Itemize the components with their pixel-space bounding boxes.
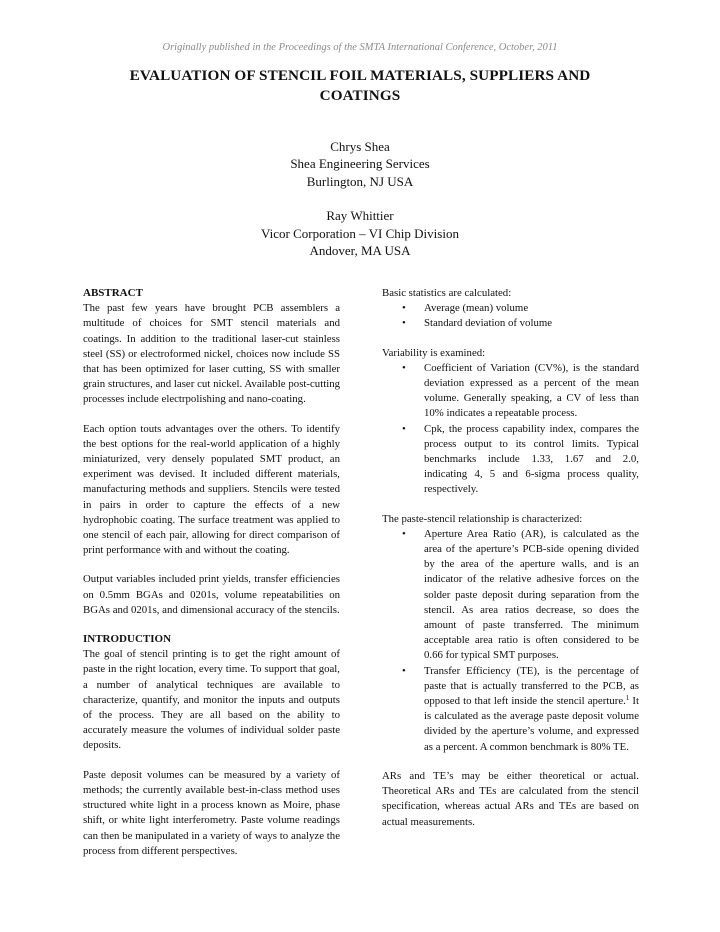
list-item xyxy=(382,422,639,498)
list-item xyxy=(382,316,639,331)
introduction-heading: INTRODUCTION xyxy=(83,633,172,646)
variability-intro: Variability is examined: xyxy=(382,346,486,359)
abstract-paragraph: The past few years have brought PCB assemblers a multitude of choices for SMT stencil materials and coatings. In addition to the traditional laser-cut stainless steel (SS) or electroformed nickel, choices now include SS that has been optimized for laser cutting, SS with smaller grain structures, and laser cut nickel. Available post-cutting processes include electrpolishing and nano-coating. xyxy=(83,302,340,406)
bullet-icon: • xyxy=(402,317,406,330)
abstract-paragraph: Each option touts advantages over the others. To identify the best options for the real-world application of a highly miniaturized, very densely populated SMT product, an experiment was devised. It included different materials, manufacturing methods and suppliers. Stencils were tested in pairs in order to capture the effects of a new hydrophobic coating. The surface treatment was applied to one stencil of each pair, allowing for direct comparison of print performance with and without the coating. xyxy=(83,422,340,557)
list-item-text: Transfer Efficiency (TE), is the percentage of paste that is actually transferred to the PCB, as opposed to that left inside the stencil aperture. xyxy=(424,664,639,708)
left-column xyxy=(83,286,340,873)
author-name: Ray Whittier xyxy=(326,208,394,224)
author-name: Chrys Shea xyxy=(330,139,390,154)
abstract-heading: ABSTRACT xyxy=(83,287,143,299)
author-organization: Vicor Corporation – VI Chip Division xyxy=(261,225,459,241)
list-item-text: Standard deviation of volume xyxy=(424,317,553,330)
list-item-text: Average (mean) volume xyxy=(424,302,529,315)
author-organization: Shea Engineering Services xyxy=(290,156,430,172)
list-item-text: Aperture Area Ratio (AR), is calculated as the area of the aperture’s PCB-side opening divided by the area of the aperture walls, and is an indicator of the relative adhesive forces on the solder paste deposit during separation from the stencil. As area ratios decrease, so does the amount of paste transferred. The minimum acceptable area ratio is often considered to be 0.66 for typical SMT purposes. xyxy=(424,527,639,662)
variability-list xyxy=(382,361,639,498)
author-block xyxy=(0,138,720,190)
paste-stencil-intro: The paste-stencil relationship is characterized: xyxy=(382,512,583,525)
list-item xyxy=(382,301,639,316)
basic-statistics-intro: Basic statistics are calculated: xyxy=(382,287,512,299)
list-item xyxy=(382,527,639,664)
closing-paragraph: ARs and TE’s may be either theoretical or actual. Theoretical ARs and TEs are calculated from the stencil specification, whereas actual ARs and TEs are based on actual measurements. xyxy=(382,769,639,828)
bullet-icon: • xyxy=(402,302,406,315)
bullet-icon: • xyxy=(402,422,406,435)
conference-header-note: Originally published in the Proceedings of the SMTA International Conference, October, 2011 xyxy=(162,42,558,53)
author-location: Burlington, NJ USA xyxy=(306,173,414,189)
footnote-reference[interactable]: 1 xyxy=(625,694,630,703)
paste-stencil-list xyxy=(382,527,639,755)
list-item-text: Cpk, the process capability index, compares the process output to its control limits. Typical benchmarks include 1.33, 1.67 and 2.0, indicating 4, 5 and 6-sigma process quality, respectively. xyxy=(424,422,639,496)
author-block xyxy=(0,207,720,259)
paper-title: EVALUATION OF STENCIL FOIL MATERIALS, SUPPLIERS AND COATINGS xyxy=(129,67,591,104)
list-item-text: Coefficient of Variation (CV%), is the standard deviation expressed as a percent of the mean volume. Generally speaking, a CV of less than 10% indicates a repeatable process. xyxy=(424,361,639,420)
author-section xyxy=(0,138,720,276)
introduction-paragraph: Paste deposit volumes can be measured by a variety of methods; the currently available best-in-class method uses structured white light in a process known as Moire, phase shift, or white light interferometry. Paste volume readings can then be manipulated in a variety of ways to analyze the process from different perspectives. xyxy=(83,768,340,857)
bullet-icon: • xyxy=(402,361,406,374)
list-item-text: It is calculated as the average paste deposit volume divided by the aperture’s volume, and expressed as a percent. A common benchmark is 80% TE. xyxy=(424,695,639,753)
right-column xyxy=(382,286,639,844)
bullet-icon: • xyxy=(402,664,406,677)
list-item xyxy=(382,664,639,755)
list-item xyxy=(382,361,639,422)
abstract-paragraph: Output variables included print yields, transfer efficiencies on 0.5mm BGAs and 0201s, volume repeatabilities on BGAs and 0201s, and dimensional accuracy of the stencils. xyxy=(83,573,340,616)
bullet-icon: • xyxy=(402,527,406,540)
basic-statistics-list xyxy=(382,301,639,331)
introduction-paragraph: The goal of stencil printing is to get the right amount of paste in the right location, every time. To support that goal, a number of analytical techniques are available to characterize, quantify, and monitor the inputs and outputs of the process. They are all based on the ability to accurately measure the volumes of individual solder paste deposits. xyxy=(83,648,340,752)
author-location: Andover, MA USA xyxy=(309,243,411,259)
